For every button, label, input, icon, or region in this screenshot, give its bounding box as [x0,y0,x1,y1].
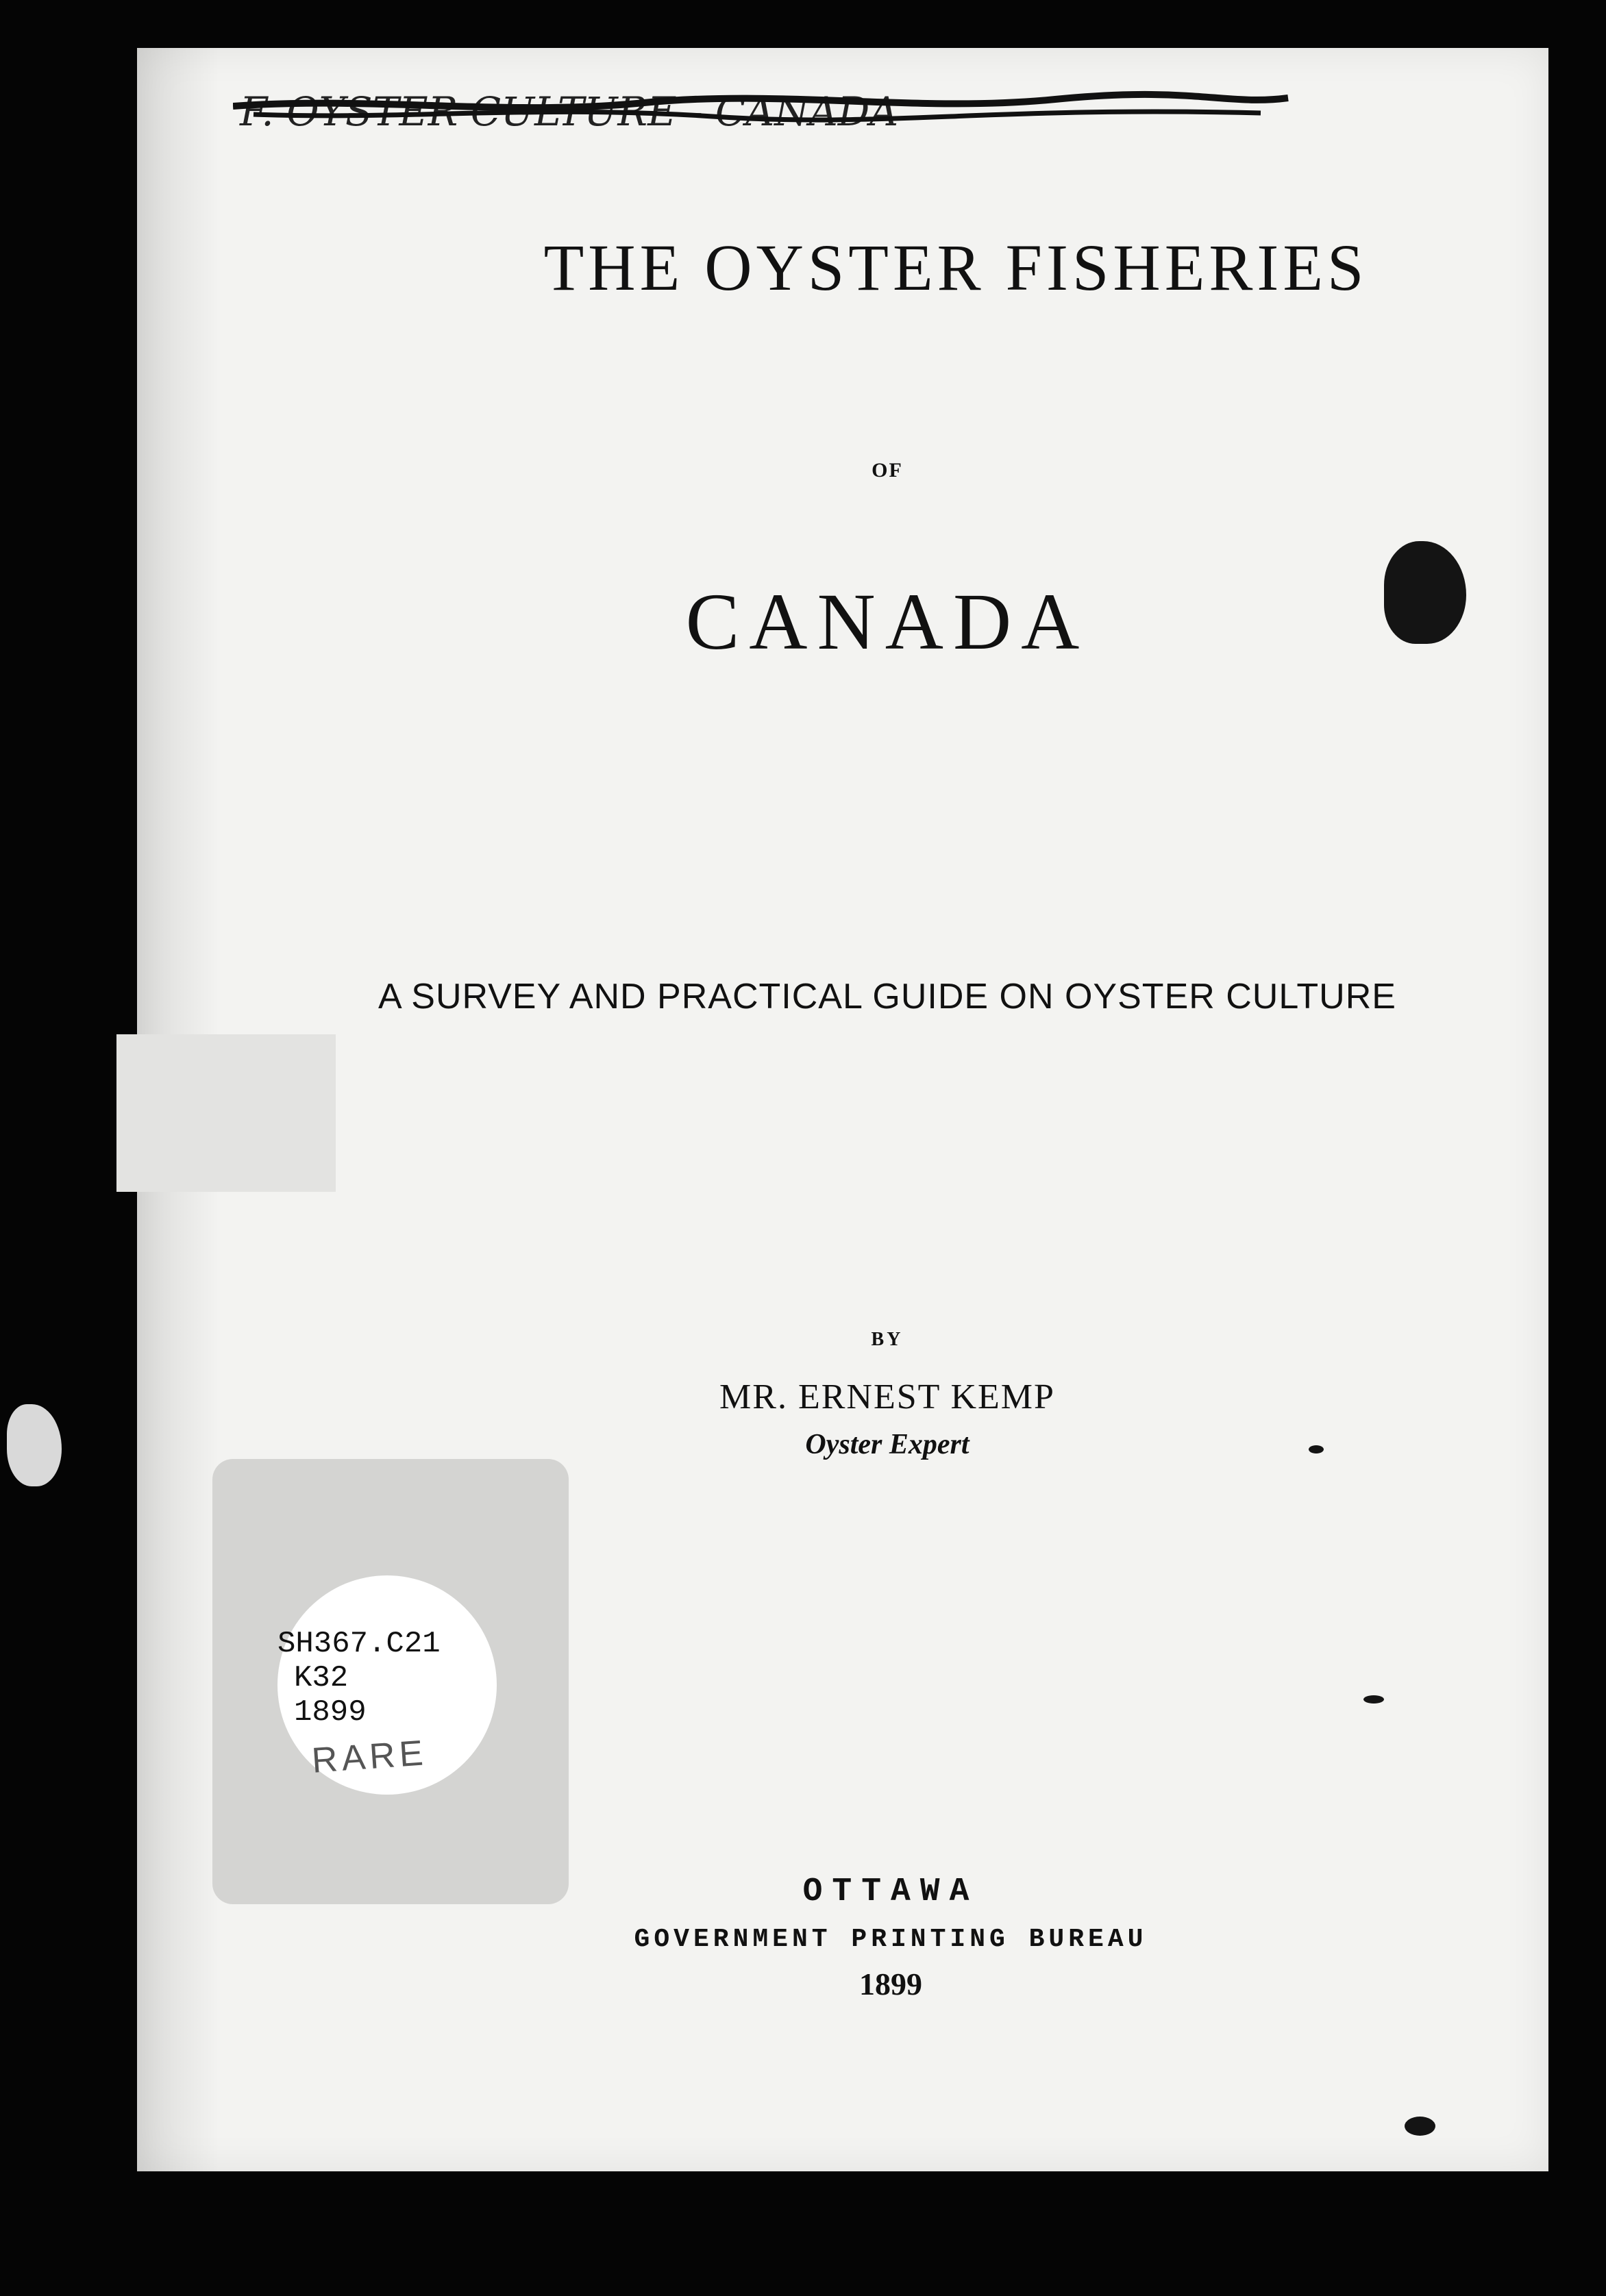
call-number-line: 1899 [294,1695,367,1730]
ink-dot [1363,1695,1384,1704]
ink-blot [1384,541,1466,644]
rare-stamp: RARE [310,1733,429,1781]
crossed-out-handwritten-note [233,79,1295,140]
handwritten-note-text: F. OYSTER CULTURE - CANADA [240,88,899,135]
margin-blot [7,1404,62,1486]
of-connector: OF [872,459,903,482]
imprint-city: OTTAWA [802,1873,979,1910]
country-title: CANADA [685,577,1089,666]
imprint-year: 1899 [859,1967,922,2001]
call-number-line: K32 [294,1661,349,1695]
author-role: Oyster Expert [805,1429,969,1460]
book-title: THE OYSTER FISHERIES [543,231,1368,304]
by-line-label: BY [871,1329,904,1350]
call-number-line: SH367.C21 [277,1627,441,1661]
ink-dot [1405,2117,1435,2136]
call-number [277,1627,510,1730]
paper-repair-strip [116,1034,336,1192]
imprint-publisher: GOVERNMENT PRINTING BUREAU [634,1925,1148,1954]
author-name: MR. ERNEST KEMP [719,1377,1055,1417]
book-subtitle: A SURVEY AND PRACTICAL GUIDE ON OYSTER CULTURE [378,977,1396,1016]
title-page [137,48,1548,2171]
ink-dot [1309,1445,1324,1453]
